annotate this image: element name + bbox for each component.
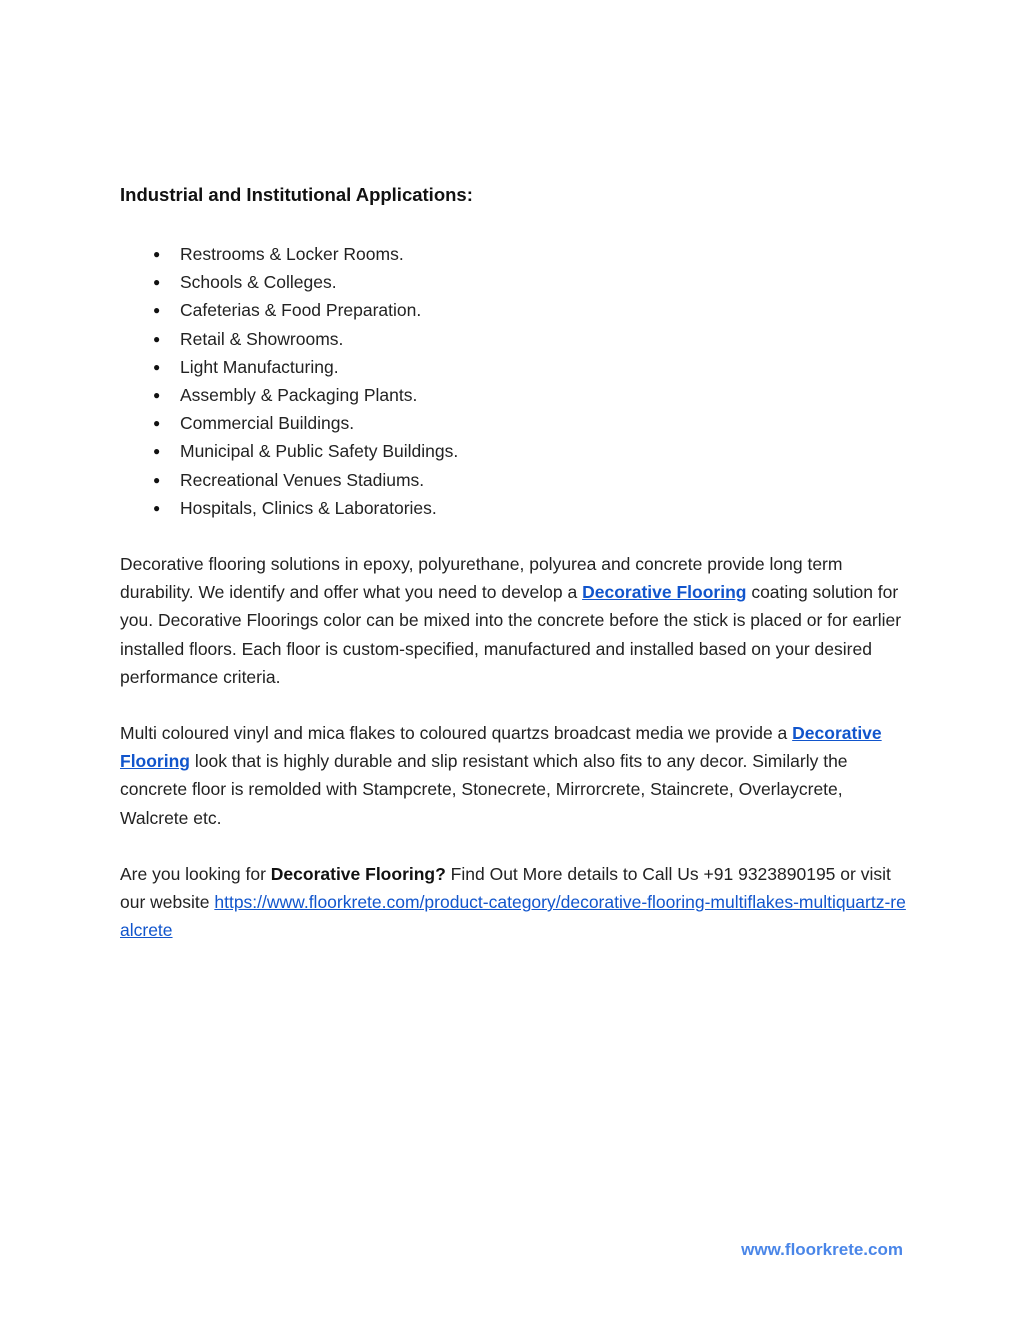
- bullet-icon: ●: [153, 472, 161, 487]
- decorative-flooring-bold: Decorative Flooring?: [270, 863, 446, 884]
- paragraph-flakes-quartz: Multi coloured vinyl and mica flakes to coloured quartzs broadcast media we provide a Decorative Flooring look that is highly durable and slip resistant which also fits to any decor. Similarly the concrete floor is remolded with Stampcrete, Stonecrete, Mirrorcrete, Staincrete, Overlaycrete, Walcrete etc.: [120, 723, 882, 828]
- list-item: ● Retail & Showrooms.: [120, 325, 910, 353]
- list-item: ● Commercial Buildings.: [120, 409, 910, 437]
- list-item: ● Recreational Venues Stadiums.: [120, 466, 910, 494]
- decorative-flooring-link[interactable]: Decorative Flooring: [582, 582, 747, 603]
- list-item: ● Municipal & Public Safety Buildings.: [120, 437, 910, 465]
- section-heading: Industrial and Institutional Applications:: [120, 184, 473, 205]
- bullet-icon: ●: [153, 303, 161, 318]
- website-url-link[interactable]: https://www.floorkrete.com/product-category/decorative-flooring-multiflakes-multiquartz-realcrete: [120, 892, 906, 941]
- bullet-icon: ●: [153, 444, 161, 459]
- list-item: ● Assembly & Packaging Plants.: [120, 381, 910, 409]
- list-item: ● Restrooms & Locker Rooms.: [120, 240, 910, 268]
- paragraph-contact: Are you looking for Decorative Flooring? Find Out More details to Call Us +91 9323890195 or visit our website https://www.floorkrete.com/product-category/decorative-flooring-multiflakes-multiquartz-realcrete: [120, 863, 906, 941]
- list-item: ● Hospitals, Clinics & Laboratories.: [120, 494, 910, 522]
- bullet-icon: ●: [153, 388, 161, 403]
- decorative-flooring-link[interactable]: Decorative Flooring: [120, 723, 882, 772]
- bullet-icon: ●: [153, 500, 161, 515]
- bullet-icon: ●: [153, 416, 161, 431]
- applications-list: [120, 240, 910, 522]
- bullet-icon: ●: [153, 247, 161, 261]
- list-item: ● Light Manufacturing.: [120, 353, 910, 381]
- bullet-icon: ●: [153, 331, 161, 346]
- paragraph-decorative-solutions: Decorative flooring solutions in epoxy, polyurethane, polyurea and concrete provide long term durability. We identify and offer what you need to develop a Decorative Flooring coating solution for you. Decorative Floorings color can be mixed into the concrete before the stick is placed or for earlier installed floors. Each floor is custom-specified, manufactured and installed based on your desired performance criteria.: [120, 554, 902, 687]
- list-item: ● Schools & Colleges.: [120, 268, 910, 296]
- list-item: ● Cafeterias & Food Preparation.: [120, 296, 910, 324]
- footer-website: www.floorkrete.com: [741, 1240, 903, 1259]
- document-body: [120, 180, 910, 944]
- bullet-icon: ●: [153, 359, 161, 374]
- bullet-icon: ●: [153, 275, 161, 290]
